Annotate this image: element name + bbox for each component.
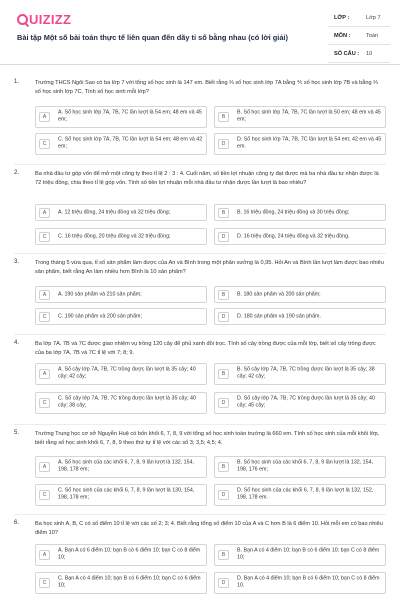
option-text: C. 190 sản phẩm và 200 sản phẩm;	[58, 312, 142, 319]
meta-label: LỚP :	[334, 15, 350, 21]
option-d[interactable]	[214, 308, 386, 325]
option-badge: B	[218, 208, 229, 218]
option-d[interactable]	[214, 133, 386, 155]
option-text: A. Bạn A có 6 điểm 10; bạn B có 6 điểm 10; bạn C có 8 điểm 10;	[58, 547, 201, 561]
option-text: A. Số học sinh của các khối 6, 7, 8, 9 lần lượt là 132, 154, 198, 178 em;	[58, 459, 194, 473]
option-a[interactable]	[35, 363, 207, 385]
question-divider	[14, 514, 386, 515]
option-b[interactable]	[214, 456, 386, 478]
option-c[interactable]	[35, 133, 207, 155]
option-text: C. Bạn A có 4 điểm 10; bạn B có 6 điểm 10; bạn C có 6 điểm 10;	[58, 575, 201, 589]
option-text: C. 16 triệu đồng, 20 triệu đồng và 32 triệu đồng;	[58, 232, 171, 239]
option-text: D. Số cây lớp 7A, 7B, 7C trồng được lần lượt là 35 cây; 40 cây; 45 cây;	[237, 395, 375, 409]
option-d[interactable]	[214, 392, 386, 414]
option-badge: D	[218, 232, 229, 242]
option-a[interactable]	[35, 286, 207, 303]
worksheet-title: Bài tập Một số bài toán thực tế liên quan đến dãy tỉ số bằng nhau (có lời giải)	[17, 33, 288, 42]
option-badge: C	[39, 398, 50, 408]
worksheet-header	[0, 0, 400, 65]
option-text: D. 180 sản phẩm và 190 sản phẩm.	[237, 312, 321, 319]
option-badge: A	[39, 369, 50, 379]
meta-label: SỐ CÂU :	[334, 51, 360, 57]
option-badge: A	[39, 112, 50, 122]
question-number: 2.	[14, 170, 20, 176]
option-text: B. Bạn A có 4 điểm 10; bạn B có 6 điểm 10; bạn C có 8 điểm 10;	[237, 547, 380, 561]
meta-label: MÔN :	[334, 33, 351, 39]
option-c[interactable]	[35, 308, 207, 325]
option-badge: B	[218, 290, 229, 300]
option-text: D. Số học sinh lớp 7A, 7B, 7C lần lượt là 54 em; 42 em và 45 em.	[237, 136, 382, 150]
option-text: A. Số cây lớp 7A, 7B, 7C trồng được lần lượt là 35 cây; 40 cây; 42 cây;	[58, 366, 196, 380]
option-a[interactable]	[35, 106, 207, 128]
option-badge: B	[218, 462, 229, 472]
question-text: Ba lớp 7A, 7B và 7C được giao nhiệm vụ trồng 120 cây để phủ xanh đồi trọc. Tính số cây trồng được của mỗi lớp, biết số cây trồng được của ba lớp 7A, 7B và 7C tỉ lệ với 7; 8; 9.	[35, 341, 376, 356]
question-divider	[14, 334, 386, 335]
option-text: D. 16 triệu đồng, 24 triệu đồng và 32 triệu đồng.	[237, 232, 350, 239]
meta-value: Toán	[366, 33, 379, 39]
question-divider	[14, 424, 386, 425]
option-text: C. Số học sinh lớp 7A, 7B, 7C lần lượt là 54 em; 48 em và 42 em;	[58, 136, 203, 150]
option-c[interactable]	[35, 572, 207, 594]
option-text: C. Số học sinh của các khối 6, 7, 8, 9 lần lượt là 130, 154, 198, 178 em;	[58, 487, 195, 501]
option-text: D. Bạn A có 4 điểm 10; bạn B có 6 điểm 10; bạn C có 8 điểm 10.	[237, 575, 380, 589]
question-text: Ba nhà đầu tư góp vốn để mở một công ty theo tỉ lệ 2 : 3 : 4. Cuối năm, số tiền lợi nhuận công ty đạt được mà ba nhà đầu tư nhận được là 72 triệu đồng, chia theo tỉ lệ góp vốn. Tính số tiền lợi nhuận mỗi nhà đầu tư nhận được lần lượt là bao nhiêu?	[35, 171, 379, 186]
option-badge: B	[218, 369, 229, 379]
quizizz-logo	[17, 12, 71, 28]
option-badge: C	[39, 232, 50, 242]
option-text: A. 12 triệu đồng, 24 triệu đồng và 32 triệu đồng;	[58, 208, 171, 215]
meta-grade	[328, 12, 390, 27]
question-number: 4.	[14, 340, 20, 346]
logo-text: UIZIZZ	[29, 12, 72, 27]
option-b[interactable]	[214, 106, 386, 128]
logo-q-icon	[17, 14, 28, 25]
option-a[interactable]	[35, 544, 207, 566]
option-text: A. Số học sinh lớp 7A, 7B, 7C lần lượt là 54 em; 48 em và 45 em;	[58, 109, 202, 123]
option-text: D. Số học sinh của các khối 6, 7, 8, 9 lần lượt là 132, 152, 198, 178 em.	[237, 487, 374, 501]
option-badge: C	[39, 578, 50, 588]
option-badge: D	[218, 312, 229, 322]
question-text: Trường THCS Ngôi Sao có ba lớp 7 với tổng số học sinh là 147 em. Biết rằng ⅔ số học sinh lớp 7A bằng ⅘ số học sinh lớp 7B và bằng ⅔ số học sinh lớp 7C. Tính số học sinh mỗi lớp?	[35, 80, 378, 95]
question-text: Trong tháng 5 vừa qua, tỉ số sản phẩm làm được của An và Bình trong một phân xưởng là 0,95. Hỏi An và Bình lần lượt làm được bao nhiêu sản phẩm, biết rằng An làm nhiều hơn Bình là 10 sản phẩm?	[35, 260, 384, 275]
option-text: C. Số cây lớp 7A, 7B, 7C trồng được lần lượt là 35 cây; 40 cây; 38 cây;	[58, 395, 196, 409]
question-divider	[14, 164, 386, 165]
option-d[interactable]	[214, 484, 386, 506]
meta-value: Lớp 7	[366, 15, 381, 21]
option-text: B. Số học sinh lớp 7A, 7B, 7C lần lượt là 50 em; 48 em và 45 em;	[237, 109, 381, 123]
option-b[interactable]	[214, 286, 386, 303]
option-badge: B	[218, 550, 229, 560]
meta-subject	[328, 30, 390, 45]
option-b[interactable]	[214, 363, 386, 385]
question-number: 1.	[14, 79, 20, 85]
option-text: B. 16 triệu đồng, 24 triệu đồng và 30 triệu đồng;	[237, 208, 350, 215]
option-badge: C	[39, 490, 50, 500]
option-badge: D	[218, 398, 229, 408]
option-c[interactable]	[35, 484, 207, 506]
question-text: Ba học sinh A, B, C có số điểm 10 tỉ lệ với các số 2; 3; 4. Biết rằng tổng số điểm 10 của A và C hơn B là 6 điểm 10. Hỏi mỗi em có bao nhiêu điểm 10?	[35, 521, 383, 536]
option-text: B. 180 sản phẩm và 200 sản phẩm;	[237, 290, 321, 297]
option-text: B. Số học sinh của các khối 6, 7, 8, 9 lần lượt là 132, 154, 198, 176 em;	[237, 459, 373, 473]
option-badge: A	[39, 462, 50, 472]
meta-value: 10	[366, 51, 373, 57]
option-text: B. Số cây lớp 7A, 7B, 7C trồng được lần lượt là 35 cây; 38 cây; 42 cây;	[237, 366, 375, 380]
question-number: 6.	[14, 520, 20, 526]
meta-question-count	[328, 48, 390, 63]
option-a[interactable]	[35, 456, 207, 478]
question-text: Trường Trung học cơ sở Nguyễn Huệ có bốn khối 6, 7, 8, 9 với tổng số học sinh toàn trường là 660 em. Tính số học sinh của mỗi khối lớp, biết rằng số học sinh khối 6, 7, 8, 9 theo thứ tự tỉ lệ với các số 3; 3,5; 4,5; 4.	[35, 431, 380, 446]
option-badge: D	[218, 578, 229, 588]
option-text: A. 190 sản phẩm và 210 sản phẩm;	[58, 290, 142, 297]
option-badge: A	[39, 208, 50, 218]
option-badge: D	[218, 490, 229, 500]
option-c[interactable]	[35, 392, 207, 414]
question-number: 3.	[14, 259, 20, 265]
option-c[interactable]	[35, 228, 207, 245]
option-b[interactable]	[214, 204, 386, 221]
question-number: 5.	[14, 430, 20, 436]
option-badge: C	[39, 139, 50, 149]
worksheet-meta	[328, 12, 390, 66]
question-divider	[14, 253, 386, 254]
option-badge: C	[39, 312, 50, 322]
option-badge: D	[218, 139, 229, 149]
option-a[interactable]	[35, 204, 207, 221]
option-badge: A	[39, 290, 50, 300]
option-b[interactable]	[214, 544, 386, 566]
option-badge: B	[218, 112, 229, 122]
option-badge: A	[39, 550, 50, 560]
option-d[interactable]	[214, 572, 386, 594]
option-d[interactable]	[214, 228, 386, 245]
